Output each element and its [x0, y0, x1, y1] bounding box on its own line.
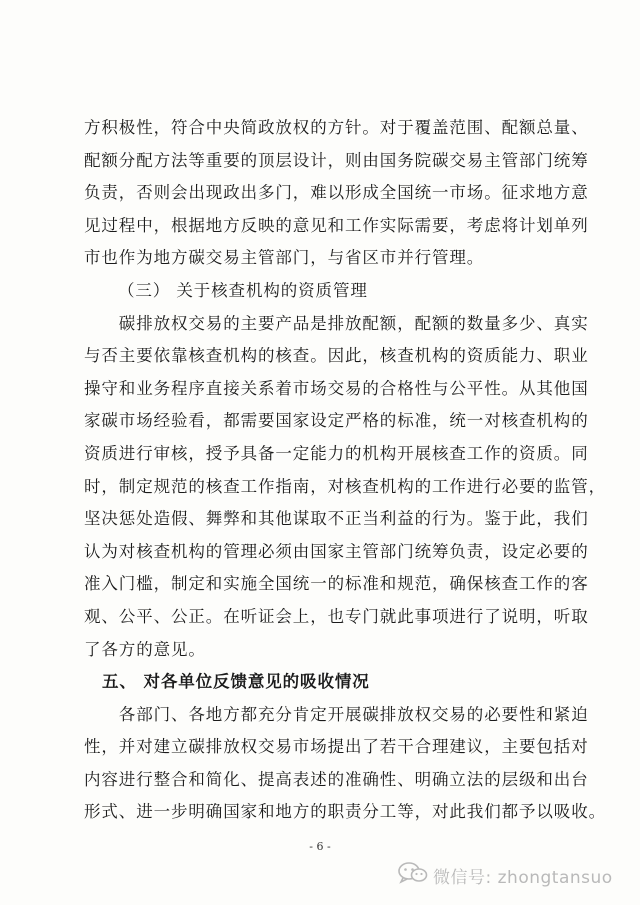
section-heading: 五、 对各单位反馈意见的吸收情况	[102, 672, 370, 692]
paragraph-line: 操守和业务程序直接关系着市场交易的合格性与公平性。从其他国	[84, 378, 589, 398]
paragraph-line: 市也作为地方碳交易主管部门，与省区市并行管理。	[84, 248, 485, 268]
paragraph-line: 时，制定规范的核查工作指南，对核查机构的工作进行必要的监管，	[84, 476, 606, 496]
wechat-icon	[398, 862, 433, 889]
paragraph-line: 负责，否则会出现政出多门，难以形成全国统一市场。征求地方意	[84, 183, 589, 203]
watermark-text: 微信号: zhongtansuo	[433, 867, 613, 888]
paragraph-line: 形式、进一步明确国家和地方的职责分工等，对此我们都予以吸收。	[84, 802, 606, 822]
paragraph-line: 内容进行整合和简化、提高表述的准确性、明确立法的层级和出台	[84, 769, 589, 789]
page-number: - 6 -	[309, 840, 331, 853]
paragraph-line: 性，并对建立碳排放权交易市场提出了若干合理建议，主要包括对	[84, 737, 589, 757]
paragraph-line: 各部门、各地方都充分肯定开展碳排放权交易的必要性和紧迫	[84, 704, 589, 724]
wechat-watermark	[398, 863, 613, 887]
paragraph-line: 见过程中，根据地方反映的意见和工作实际需要，考虑将计划单列	[84, 215, 589, 235]
paragraph-line: 资质进行审核，授予具备一定能力的机构开展核查工作的资质。同	[84, 443, 589, 463]
paragraph-line: 与否主要依靠核查机构的核查。因此，核查机构的资质能力、职业	[84, 346, 589, 366]
paragraph-line: 配额分配方法等重要的顶层设计，则由国务院碳交易主管部门统筹	[84, 150, 589, 170]
document-body	[84, 112, 606, 829]
paragraph-line: 坚决惩处造假、舞弊和其他谋取不正当利益的行为。鉴于此，我们	[84, 509, 589, 529]
paragraph-line: 碳排放权交易的主要产品是排放配额，配额的数量多少、真实	[84, 313, 589, 333]
paragraph-line: 家碳市场经验看，都需要国家设定严格的标准，统一对核查机构的	[84, 411, 589, 431]
paragraph-line: 方积极性，符合中央简政放权的方针。对于覆盖范围、配额总量、	[84, 118, 589, 137]
paragraph-line: 观、公平、公正。在听证会上，也专门就此事项进行了说明，听取	[84, 606, 589, 626]
paragraph-line: 准入门槛，制定和实施全国统一的标准和规范，确保核查工作的客	[84, 574, 589, 594]
paragraph-line: 认为对核查机构的管理必须由国家主管部门统筹负责，设定必要的	[84, 541, 589, 561]
subsection-heading: （三） 关于核查机构的资质管理	[118, 280, 368, 300]
paragraph-line: 了各方的意见。	[84, 639, 206, 659]
